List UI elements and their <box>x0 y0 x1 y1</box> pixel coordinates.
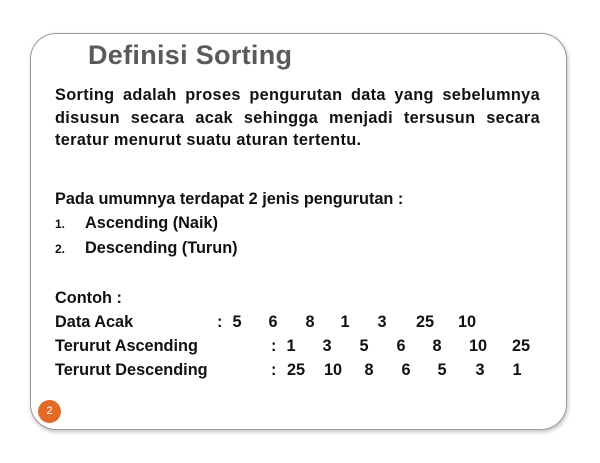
row-value: 10 <box>468 337 488 355</box>
list-text: Ascending (Naik) <box>85 214 218 232</box>
row-value: 8 <box>432 337 442 355</box>
slide-title: Definisi Sorting <box>88 40 293 70</box>
row-value: 25 <box>511 337 531 355</box>
row-value: 1 <box>512 361 522 379</box>
list-number: 2. <box>55 242 66 256</box>
row-value: 1 <box>340 313 350 331</box>
row-value: 5 <box>359 337 369 355</box>
example-heading: Contoh : <box>55 289 122 307</box>
row-separator: : <box>217 313 223 331</box>
types-intro: Pada umumnya terdapat 2 jenis pengurutan : <box>55 190 404 208</box>
list-item-ascending <box>55 214 218 233</box>
row-value: 8 <box>364 361 374 379</box>
row-value: 25 <box>286 361 306 379</box>
row-separator: : <box>271 361 277 379</box>
row-separator: : <box>271 337 277 355</box>
row-value: 6 <box>396 337 406 355</box>
definition-paragraph: Sorting adalah proses pengurutan data yang sebelumnya disusun secara acak sehingga menjadi tersusun secara teratur menurut suatu aturan tertentu. <box>55 86 540 149</box>
row-value: 1 <box>286 337 296 355</box>
row-value: 8 <box>305 313 315 331</box>
row-value: 10 <box>457 313 477 331</box>
page-number-badge: 2 <box>38 400 61 423</box>
row-value: 3 <box>377 313 387 331</box>
row-value: 5 <box>232 313 242 331</box>
row-value: 3 <box>475 361 485 379</box>
row-value: 5 <box>437 361 447 379</box>
list-item-descending <box>55 239 238 258</box>
list-number: 1. <box>55 217 66 231</box>
row-value: 3 <box>322 337 332 355</box>
row-label: Terurut Ascending <box>55 337 198 355</box>
row-value: 10 <box>323 361 343 379</box>
row-label: Terurut Descending <box>55 361 208 379</box>
row-value: 25 <box>415 313 435 331</box>
list-text: Descending (Turun) <box>85 239 238 257</box>
row-value: 6 <box>268 313 278 331</box>
row-label: Data Acak <box>55 313 134 331</box>
row-value: 6 <box>401 361 411 379</box>
